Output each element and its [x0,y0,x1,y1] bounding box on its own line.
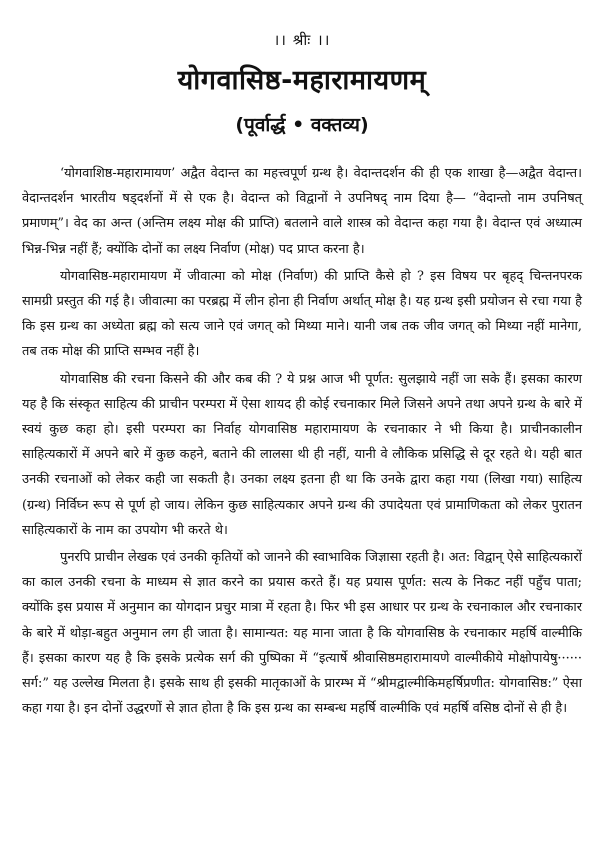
page-subtitle: (पूर्वार्द्ध • वक्तव्य) [235,114,369,136]
page-title: योगवासिष्ठ-महारामायणम् [177,65,427,96]
paragraph-1: ‘योगवाशिष्ठ-महारामायण’ अद्वैत वेदान्त का महत्त्वपूर्ण ग्रन्थ है। वेदान्तदर्शन की ही एक शाखा है—अद्वैत वेदान्त। वेदान्तदर्शन भारतीय षड्दर्शनों में से एक है। वेदान्त को विद्वानों ने उपनिषद् नाम दिया है— “वेदान्तो नाम उपनिषत् प्रमाणम्”। वेद का अन्त (अन्तिम लक्ष्य मोक्ष की प्राप्ति) बतलाने वाले शास्त्र को वेदान्त कहा गया है। वेदान्त एवं अध्यात्म भिन्न-भिन्न नहीं हैं; क्योंकि दोनों का लक्ष्य निर्वाण (मोक्ष) पद प्राप्त करना है। [22,166,582,257]
paragraph-4: पुनरपि प्राचीन लेखक एवं उनकी कृतियों को जानने की स्वाभाविक जिज्ञासा रहती है। अत: विद्वान् ऐसे साहित्यकारों का काल उनकी रचना के माध्यम से ज्ञात करने का प्रयास करते हैं। यह प्रयास पूर्णत: सत्य के निकट नहीं पहुँच पाता; क्योंकि इस प्रयास में अनुमान का योगदान प्रचुर मात्रा में रहता है। फिर भी इस आधार पर ग्रन्थ के रचनाकाल और रचनाकार के बारे में थोड़ा-बहुत अनुमान लग ही जाता है। सामान्यत: यह माना जाता है कि योगवासिष्ठ के रचनाकार महर्षि वाल्मीकि हैं। इसका कारण यह है कि इसके प्रत्येक सर्ग की पुष्पिका में “इत्यार्षे श्रीवासिष्ठमहारामायणे वाल्मीकीये मोक्षोपायेषु······ सर्ग:” यह उल्लेख मिलता है। इसके साथ ही इसकी मातृकाओं के प्रारम्भ में “श्रीमद्वाल्मीकिमहर्षिप्रणीत: योगवासिष्ठ:” ऐसा कहा गया है। इन दोनों उद्धरणों से ज्ञात होता है कि इस ग्रन्थ का सम्बन्ध महर्षि वाल्मीकि एवं महर्षि वसिष्ठ दोनों से ही है। [22,550,582,717]
invocation-line: ।। श्रीः ।। [273,31,331,49]
paragraph-3: योगवासिष्ठ की रचना किसने की और कब की ? ये प्रश्न आज भी पूर्णत: सुलझाये नहीं जा सके हैं। इसका कारण यह है कि संस्कृत साहित्य की प्राचीन परम्परा में ऐसा शायद ही कोई रचनाकार मिले जिसने अपने तथा अपने ग्रन्थ के बारे में स्वयं कुछ कहा हो। इसी परम्परा का निर्वाह योगवासिष्ठ महारामायण के रचनाकार ने भी किया है। प्राचीनकालीन साहित्यकारों में अपने बारे में कुछ कहने, बताने की लालसा थी ही नहीं, यानी वे लौकिक प्रसिद्धि से दूर रहते थे। यही बात उनकी रचनाओं को लेकर कही जा सकती है। उनका लक्ष्य इतना ही था कि उनके द्वारा कहा गया (लिखा गया) साहित्य (ग्रन्थ) निर्विघ्न रूप से पूर्ण हो जाय। लेकिन कुछ साहित्यकार अपने ग्रन्थ की उपादेयता एवं प्रामाणिकता को लेकर पुरातन साहित्यकारों के नाम का उपयोग भी करते थे। [22,371,582,538]
paragraph-2: योगवासिष्ठ-महारामायण में जीवात्मा को मोक्ष (निर्वाण) की प्राप्ति कैसे हो ? इस विषय पर बृहद् चिन्तनपरक सामग्री प्रस्तुत की गई है। जीवात्मा का परब्रह्म में लीन होना ही निर्वाण अर्थात् मोक्ष है। यह ग्रन्थ इसी प्रयोजन से रचा गया है कि इस ग्रन्थ का अध्येता ब्रह्म को सत्य जाने एवं जगत् को मिथ्या माने। यानी जब तक जीव जगत् को मिथ्या नहीं मानेगा, तब तक मोक्ष की प्राप्ति सम्भव नहीं है। [22,268,582,360]
